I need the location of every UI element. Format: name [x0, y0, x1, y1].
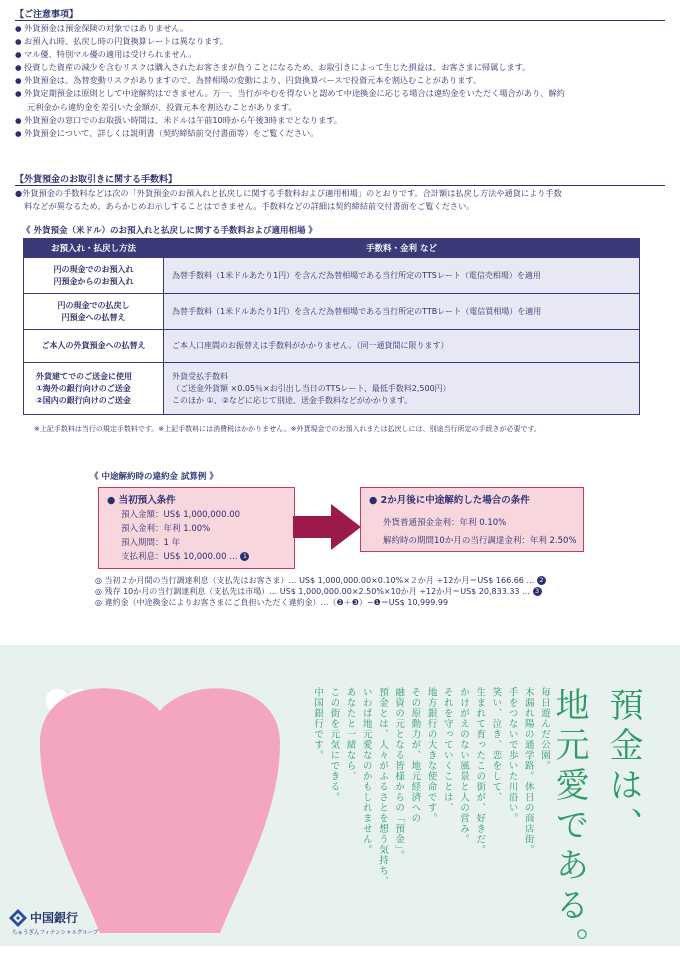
notes-title: 【ご注意事項】: [15, 10, 79, 20]
calc-line: [95, 575, 546, 586]
fee-table-cell-fees: [164, 258, 640, 294]
cell-line: 外貨受払手数料: [172, 371, 228, 381]
cell-line: （ご送金外貨額 ×0.05％×お引出し当日のTTSレート、最低手数料2,500円）: [172, 383, 451, 393]
cell-line: 為替手数料（1米ドルあたり1円）を含んだ為替相場である当行所定のTTBレート（電信買相場）を適用: [172, 306, 542, 316]
ad-body-line: 融資の元となる皆様からの「預金」。: [393, 687, 405, 861]
penalty-title: 《 中途解約時の違約金 試算例 》: [90, 472, 218, 482]
table-row: [24, 330, 640, 363]
fee-table: [23, 238, 640, 415]
cancellation-conditions-title: ● 2か月後に中途解約した場合の条件: [369, 495, 530, 506]
headline-line: 地元愛である。: [549, 687, 589, 967]
note-item: ● マル優、特別マル優の適用は受けられません。: [15, 48, 665, 61]
box-line: 預入期間：1 年: [121, 538, 181, 548]
table-row: [24, 258, 640, 294]
note-item: ● 外貨預金は預金保険の対象ではありません。: [15, 22, 665, 35]
fee-table-header-fees: 手数料・金利 など: [164, 239, 640, 258]
marker-3: 3: [533, 587, 542, 596]
calc-text: 当初２か月間の当行調達利息（支払先はお客さま）… US$ 1,000,000.00×0.10%×２か月 ÷12か月＝US$ 166.66 …: [104, 576, 535, 585]
note-item: ● お預入れ時、払戻し時の円貨換算レートは異なります。: [15, 35, 665, 48]
marker-2: 2: [537, 576, 546, 585]
interest-text: 支払利息：US$ 10,000.00 …: [121, 552, 238, 562]
fee-table-cell-fees: [164, 294, 640, 330]
ad-body-line: 地方銀行の大きな使命です。: [425, 687, 437, 824]
bank-logo-icon: [8, 908, 28, 928]
initial-conditions-title: ● 当初預入条件: [107, 495, 176, 506]
notes-list: [15, 22, 665, 140]
ad-body-line: いわば地元愛なのかもしれません。: [360, 687, 372, 855]
box-line-interest: [121, 550, 249, 564]
fee-table-cell-method: [24, 294, 164, 330]
note-item: ● 外貨預金の窓口でのお取扱い時間は、米ドルは午前10時から午後3時までとなります。: [15, 114, 665, 127]
ad-body-line: あなたと一緒なら、: [344, 687, 356, 782]
ad-panel: [0, 645, 680, 967]
note-item: ● 外貨預金について、詳しくは説明書（契約締結前交付書面等）をご覧ください。: [15, 127, 665, 140]
fee-table-header-method: お預入れ・払戻し方法: [24, 239, 164, 258]
bank-logo-sub: ちゅうぎんフィナンシャルグループ: [12, 930, 99, 936]
table-row: [24, 363, 640, 415]
ad-body-line: かけがえのない風景と人の営み。: [457, 687, 469, 845]
cell-line: ご本人口座間のお振替えは手数料がかかりません。（同一通貨間に限ります）: [172, 341, 449, 350]
cell-line: 為替手数料（1米ドルあたり1円）を含んだ為替相場である当行所定のTTSレート（電信売相場）を適用: [172, 270, 541, 280]
bullet-circle-icon: ◎: [95, 598, 102, 607]
large-heart-icon: [40, 683, 280, 933]
fee-table-cell-method: [24, 330, 164, 363]
arrow-icon: [293, 504, 361, 550]
cell-line: 円の現金でのお預入れ: [53, 264, 134, 274]
cell-line: このほか ①、②などに応じて別途、送金手数料などがかかります。: [172, 395, 413, 405]
initial-conditions-box: [98, 487, 295, 569]
ad-body-line: 笑い、泣き、恋をして、: [490, 687, 502, 803]
cell-line: ②国内の銀行向けのご送金: [36, 395, 131, 405]
calc-text: 違約金（中途換金によりお客さまにご負担いただく違約金）…（❷＋❸）−❶＝US$ 10,999.99: [104, 598, 449, 607]
note-item: ● 投資した資産の減少を含むリスクは購入されたお客さまが負うことになるため、お取引きによって生じた損益は、お客さまに帰属します。: [15, 61, 665, 74]
note-item: ● 外貨定期預金は原則として中途解約はできません。万一、当行がやむを得ないと認めて中途換金に応じる場合は違約金をいただく場合があり、解約: [15, 87, 665, 100]
ad-body-line: 中国銀行です。: [312, 687, 324, 761]
bullet-circle-icon: ◎: [95, 576, 102, 585]
box-line: 預入金額：US$ 1,000,000.00: [121, 510, 241, 520]
cell-line: 円の現金での払戻し: [57, 300, 130, 310]
headline-line: 預金は、: [603, 687, 643, 847]
fee-table-footnote: ※上記手数料は当行の規定手数料です。※上記手数料には消費税はかかりません。※外貨現金でのお預入れまたは払戻しには、別途当行所定の手続きが必要です。: [34, 425, 541, 433]
fee-table-cell-fees: [164, 363, 640, 415]
ad-body-line: 木漏れ陽の通学路。休日の商店街。: [522, 687, 534, 855]
calc-lines: [95, 575, 546, 608]
calc-text: 残存 10か月の当行調達利息（支払先は市場）… US$ 1,000,000.00×2.50%×10か月 ÷12か月＝US$ 20,833.33 …: [104, 587, 531, 596]
fee-table-header-row: [24, 239, 640, 258]
cell-line: 円預金への払替え: [61, 312, 126, 322]
cell-line: ①海外の銀行向けのご送金: [36, 383, 131, 393]
ad-body-copy: [309, 687, 552, 937]
fee-table-title: 《 外貨預金（米ドル）のお預入れと払戻しに関する手数料および適用相場 》: [22, 226, 317, 236]
ad-body-line: 預金とは、人々がふるさとを想う気持ち、: [376, 687, 388, 887]
fee-table-cell-method: [24, 363, 164, 415]
cancellation-conditions-lines: [383, 516, 577, 548]
note-item-continuation: 元利金から違約金を差引いた金額が、投資元本を割込むことがあります。: [27, 101, 297, 112]
ad-body-line: 手をつないで歩いた川沿い。: [506, 687, 518, 824]
bank-logo-name: 中国銀行: [30, 911, 79, 925]
marker-1: 1: [240, 552, 249, 561]
bullet-circle-icon: ◎: [95, 587, 102, 596]
initial-conditions-lines: [121, 508, 249, 564]
box-line: 解約時の期間10か月の当行調達金利：年利 2.50%: [383, 536, 577, 546]
fees-notes-line2: 料などが異なるため、あらかじめお示しすることはできません。手数料などの詳細は契約締結前交付書面をご覧ください。: [24, 201, 475, 211]
notes-title-rule: [15, 20, 665, 21]
fees-notes-rule: [15, 185, 665, 186]
fee-table-cell-method: [24, 258, 164, 294]
ad-body-line: その原動力が、地元経済への: [409, 687, 421, 824]
cell-line: 円預金からのお預入れ: [53, 276, 134, 286]
fees-notes-line1: ●外貨預金の手数料などは次の「外貨預金のお預入れと払戻しに関する手数料および適用相場」のとおりです。合計額は払戻し方法や通貨により手数: [15, 188, 562, 198]
ad-body-line: 生まれて育ったこの街が、好きだ。: [474, 687, 486, 855]
ad-body-line: この街を元気にできる。: [328, 687, 340, 803]
table-row: [24, 294, 640, 330]
cell-line: ご本人の外貨預金への払替え: [41, 341, 146, 350]
fees-notes-title: 【外貨預金のお取引きに関する手数料】: [15, 175, 178, 185]
calc-line: [95, 597, 546, 608]
ad-body-line: 毎日遊んだ公園。: [539, 687, 550, 771]
ad-body-line: それを守っていくことは、: [441, 687, 453, 813]
box-line: 外貨普通預金金利：年利 0.10%: [383, 518, 507, 528]
cancellation-conditions-box: [360, 487, 584, 552]
note-item: ● 外貨預金は、為替変動リスクがありますので、為替相場の変動により、円貨換算ベースで投資元本を割込むことがあります。: [15, 74, 665, 87]
ad-headline: [542, 687, 650, 967]
calc-line: [95, 586, 546, 597]
cell-line: 外貨建てでのご送金に使用: [36, 371, 132, 381]
box-line: 預入金利：年利 1.00%: [121, 524, 211, 534]
fee-table-cell-fees: [164, 330, 640, 363]
